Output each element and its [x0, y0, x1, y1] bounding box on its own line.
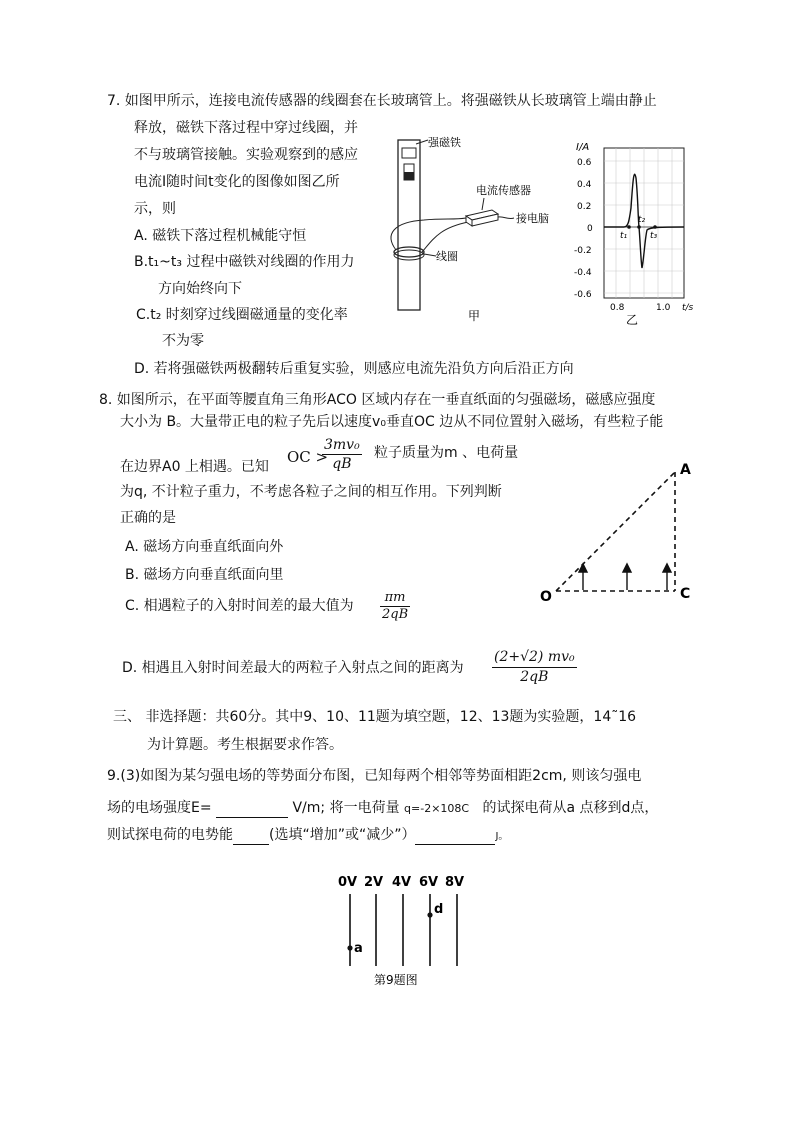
q9-line2b: V/m; 将一电荷量 [292, 800, 400, 816]
yi-ytick-0: 0.6 [577, 158, 592, 168]
label-coil: 线圈 [436, 250, 458, 263]
q9-line3 [107, 826, 508, 846]
potential-3: 6V [419, 875, 439, 890]
potential-4: 8V [445, 875, 465, 890]
yi-ytick-5: -0.4 [574, 268, 592, 278]
section3-line1: 三、 非选择题：共60分。其中9、10、11题为填空题，12、13题为实验题，14˜16 [113, 709, 637, 725]
potential-2: 4V [392, 875, 412, 890]
q7-figure-jia [384, 134, 564, 324]
q9-line3a: 则试探电荷的电势能 [107, 827, 233, 843]
yi-ytick-3: 0 [587, 224, 593, 234]
label-sensor: 电流传感器 [476, 184, 531, 197]
optd-fraction-den: 2qB [520, 669, 549, 685]
current-sensor [466, 210, 498, 226]
caption-yi: 乙 [626, 313, 639, 327]
oc-fraction-num: 3mv₀ [324, 437, 360, 453]
q7-line5: 示，则 [134, 201, 176, 217]
velocity-arrows [579, 564, 671, 590]
yi-ylabel: I/A [576, 142, 590, 153]
q9-line2d: 的试探电荷从a 点移到d点， [482, 800, 659, 816]
q7-option-d: D. 若将强磁铁两极翻转后重复实验，则感应电流先沿负方向后沿正方向 [134, 361, 574, 377]
yi-ytick-2: 0.2 [577, 202, 592, 212]
q8-line5: 正确的是 [120, 510, 176, 526]
yi-xtick-0: 0.8 [610, 303, 625, 313]
point-a: a [354, 941, 363, 956]
q8-line2: 大小为 B。大量带正电的粒子先后以速度v₀垂直OC 边从不同位置射入磁场，有些粒子能 [120, 414, 664, 430]
q7-line2: 释放，磁铁下落过程中穿过线圈，并 [134, 120, 358, 136]
q8-option-a: A. 磁场方向垂直纸面向外 [125, 539, 284, 555]
yi-ytick-1: 0.4 [577, 180, 592, 190]
q8-option-b: B. 磁场方向垂直纸面向里 [125, 567, 284, 583]
label-c: C [680, 586, 691, 602]
q8-option-c: C. 相遇粒子的入射时间差的最大值为 [125, 598, 354, 614]
yi-ytick-4: -0.2 [574, 246, 592, 256]
q8-triangle-figure [538, 458, 708, 608]
magnet [402, 148, 416, 158]
q9-line2 [107, 799, 658, 818]
yi-t2: t₂ [638, 215, 646, 225]
yi-xlabel: t/s [682, 303, 694, 313]
q7-option-b: B.t₁~t₃ 过程中磁铁对线圈的作用力 [134, 254, 355, 270]
q8-line4: 为q, 不计粒子重力，不考虑各粒子之间的相互作用。下列判断 [120, 484, 502, 500]
q7-option-c-cont: 不为零 [162, 333, 204, 349]
q7-option-c: C.t₂ 时刻穿过线圈磁通量的变化率 [136, 307, 348, 323]
yi-xtick-1: 1.0 [656, 303, 671, 313]
q8-line3b: 粒子质量为m 、电荷量 [374, 445, 519, 461]
q7-line3: 不与玻璃管接触。实验观察到的感应 [134, 147, 358, 163]
answer-blank-energy-change[interactable] [233, 826, 269, 845]
oc-fraction [322, 436, 362, 473]
q8-line1: 8. 如图所示，在平面等腰直角三角形ACO 区域内存在一垂直纸面的匀强磁场，磁感应强度 [99, 392, 656, 408]
edge-oa [556, 472, 675, 591]
q8-line3a: 在边界A0 上相遇。已知 [120, 459, 269, 475]
q7-line1: 7. 如图甲所示，连接电流传感器的线圈套在长玻璃管上。将强磁铁从长玻璃管上端由静止 [107, 93, 657, 109]
optc-fraction-den: 2qB [382, 607, 409, 622]
section3-line2: 为计算题。考生根据要求作答。 [147, 737, 343, 753]
caption-jia: 甲 [468, 309, 481, 323]
oc-prefix: OC > [287, 448, 329, 466]
answer-blank-energy-amount[interactable] [415, 826, 495, 845]
point-d: d [434, 902, 444, 917]
optd-fraction [492, 648, 577, 687]
point-d-dot [427, 912, 432, 917]
label-o: O [540, 589, 552, 605]
oc-fraction-den: qB [332, 456, 352, 472]
yi-t3: t₃ [650, 231, 658, 241]
point-a-dot [347, 945, 352, 950]
potential-0: 0V [338, 875, 358, 890]
q8-option-d: D. 相遇且入射时间差最大的两粒子入射点之间的距离为 [122, 660, 464, 676]
label-magnet: 强磁铁 [428, 136, 461, 149]
label-computer: 接电脑 [516, 212, 549, 225]
q9-equipotential-figure [330, 868, 480, 993]
q7-line4: 电流I随时间t变化的图像如图乙所 [134, 174, 340, 190]
label-a: A [680, 462, 691, 478]
q9-line2c: q=-2×108C [404, 802, 470, 815]
q7-option-a: A. 磁铁下落过程机械能守恒 [134, 228, 307, 244]
yi-ytick-6: -0.6 [574, 290, 592, 300]
optc-fraction [380, 590, 410, 623]
q9-line3b: (选填“增加”或“减少”） [269, 827, 416, 843]
potential-1: 2V [364, 875, 384, 890]
answer-blank-field-strength[interactable] [216, 799, 288, 818]
q9-caption: 第9题图 [374, 973, 418, 987]
q7-figure-yi [572, 138, 702, 328]
q9-line3c: J。 [495, 831, 509, 842]
yi-t1: t₁ [620, 231, 628, 241]
q9-line2a: 场的电场强度E= [107, 800, 212, 816]
optd-fraction-num: (2+√2) mv₀ [492, 648, 577, 668]
q9-line1: 9.(3)如图为某匀强电场的等势面分布图，已知每两个相邻等势面相距2cm, 则该匀强电 [107, 768, 642, 784]
optc-fraction-num: πm [380, 590, 410, 607]
q7-option-b-cont: 方向始终向下 [158, 281, 242, 297]
